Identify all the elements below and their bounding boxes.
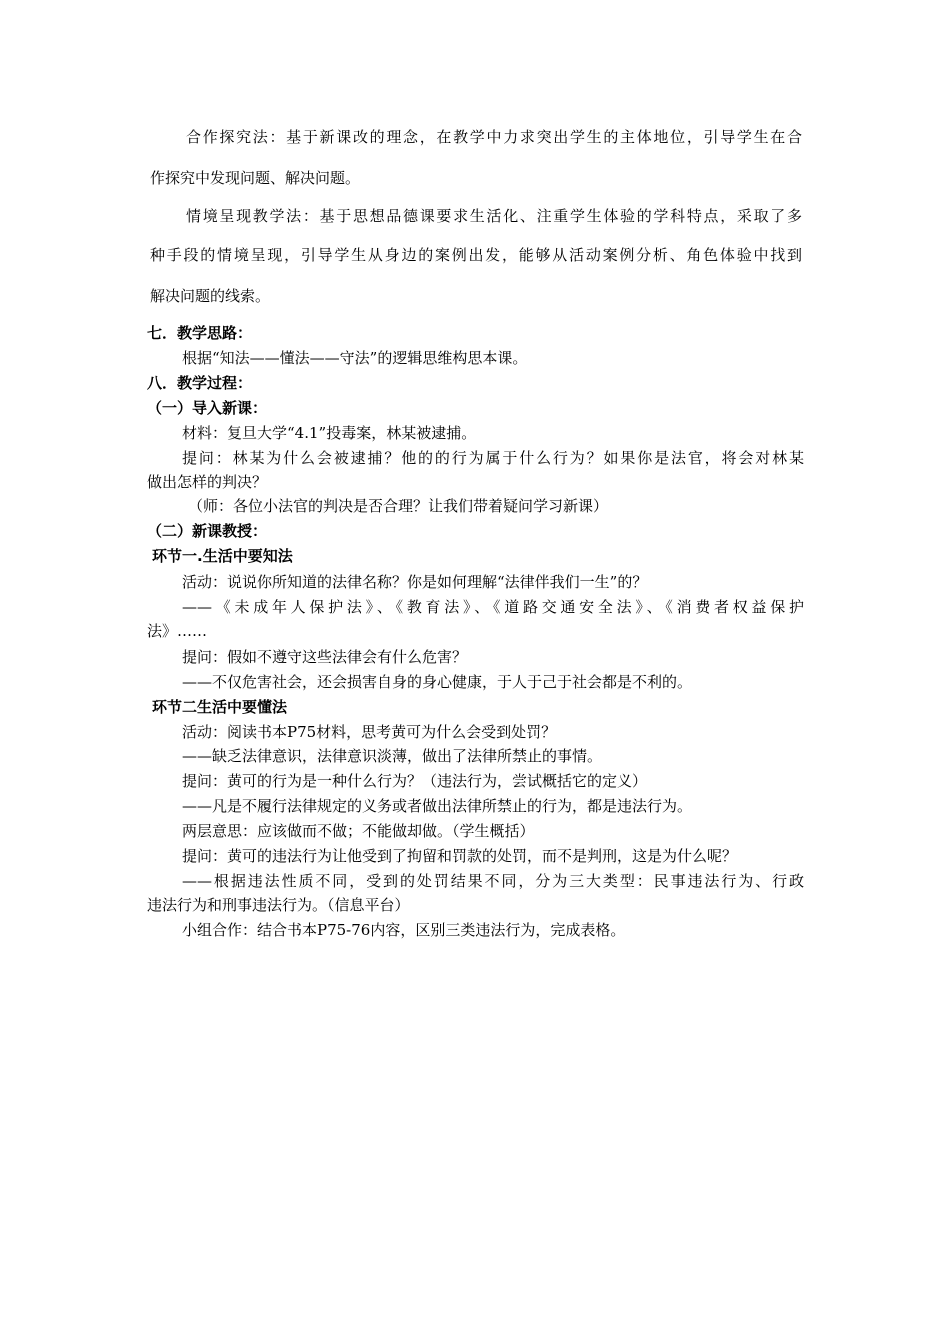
- intro-p2-line2: 种手段的情境呈现，引导学生从身边的案例出发，能够从活动案例分析、角色体验中找到: [150, 246, 802, 264]
- part1-question-line1: 提问：林某为什么会被逮捕？他的的行为属于什么行为？如果你是法官，将会对林某: [182, 449, 804, 467]
- step2-activity: 活动：阅读书本P75材料，思考黄可为什么会受到处罚？: [182, 723, 557, 741]
- step1-heading: 环节一.生活中要知法: [152, 547, 293, 565]
- part1-question-line2: 做出怎样的判决？: [147, 473, 268, 491]
- step2-two-meanings: 两层意思：应该做而不做；不能做却做。（学生概括）: [182, 822, 535, 840]
- section7-heading: 七．教学思路：: [147, 324, 253, 342]
- intro-p2-line1: 情境呈现教学法：基于思想品德课要求生活化、注重学生体验的学科特点，采取了多: [186, 207, 802, 225]
- intro-p2-line3: 解决问题的线索。: [150, 287, 271, 305]
- step1-answer2: ——不仅危害社会，还会损害自身的身心健康，于人于己于社会都是不利的。: [182, 673, 693, 691]
- step1-activity: 活动：说说你所知道的法律名称？你是如何理解“法律伴我们一生”的？: [182, 573, 648, 591]
- step2-definition: ——凡是不履行法律规定的义务或者做出法律所禁止的行为，都是违法行为。: [182, 797, 693, 815]
- step2-answer3-line1: ——根据违法性质不同，受到的处罚结果不同，分为三大类型：民事违法行为、行政: [182, 872, 804, 890]
- step2-answer: ——缺乏法律意识，法律意识淡薄，做出了法律所禁止的事情。: [182, 747, 603, 765]
- section8-heading: 八．教学过程：: [147, 374, 253, 392]
- step2-question2: 提问：黄可的违法行为让他受到了拘留和罚款的处罚，而不是判刑，这是为什么呢？: [182, 847, 738, 865]
- part1-material: 材料：复旦大学“4.1”投毒案，林某被逮捕。: [182, 424, 477, 442]
- step2-group-work: 小组合作：结合书本P75-76内容，区别三类违法行为，完成表格。: [182, 921, 626, 939]
- step2-answer3-line2: 违法行为和刑事违法行为。（信息平台）: [147, 896, 410, 914]
- section7-text: 根据“知法——懂法——守法”的逻辑思维构思本课。: [182, 349, 528, 367]
- step2-question: 提问：黄可的行为是一种什么行为？（违法行为，尝试概括它的定义）: [182, 772, 648, 790]
- part2-heading: （二）新课教授：: [147, 522, 268, 540]
- intro-p1-line2: 作探究中发现问题、解决问题。: [150, 169, 361, 187]
- intro-p1-line1: 合作探究法：基于新课改的理念，在教学中力求突出学生的主体地位，引导学生在合: [186, 128, 802, 146]
- step2-heading: 环节二生活中要懂法: [152, 698, 288, 716]
- step1-answer-line2: 法》……: [147, 622, 208, 640]
- part1-heading: （一）导入新课：: [147, 399, 268, 417]
- part1-teacher-note: （师：各位小法官的判决是否合理？让我们带着疑问学习新课）: [188, 497, 609, 515]
- step1-answer-line1: ——《未成年人保护法》、《教育法》、《道路交通安全法》、《消费者权益保护: [182, 598, 804, 616]
- step1-question: 提问：假如不遵守这些法律会有什么危害？: [182, 648, 468, 666]
